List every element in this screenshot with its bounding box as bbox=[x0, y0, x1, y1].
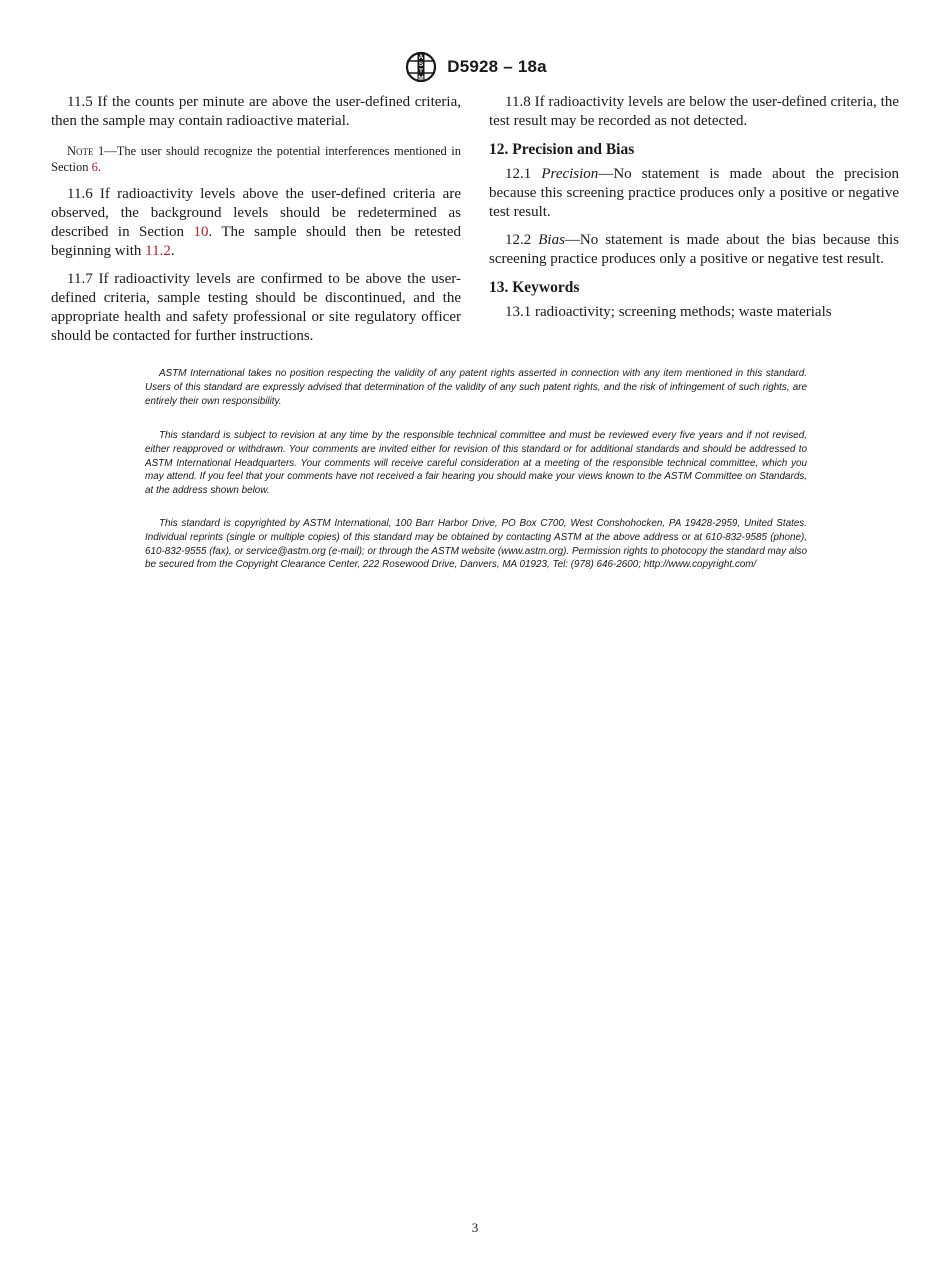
standard-designation: D5928 – 18a bbox=[447, 57, 547, 76]
section-6-link[interactable]: 6 bbox=[91, 160, 98, 174]
section-10-link[interactable]: 10 bbox=[193, 224, 209, 240]
note-text-end: . bbox=[97, 160, 101, 174]
p12-1-text: —No statement is made about the precision because this screening practice produces only a positive or negative test result. bbox=[489, 166, 899, 220]
page-number: 3 bbox=[471, 1220, 479, 1235]
paragraph-12-2 bbox=[489, 231, 899, 269]
p11-6-text-middle: . The sample should then be retested beginning with bbox=[51, 224, 461, 259]
svg-text:S: S bbox=[419, 61, 424, 68]
section-12-heading: 12. Precision and Bias bbox=[489, 141, 635, 158]
note-label: Note 1 bbox=[67, 144, 105, 158]
paragraph-11-6 bbox=[51, 185, 461, 261]
left-column bbox=[51, 93, 461, 355]
note-1 bbox=[51, 143, 461, 175]
paragraph-11-8: 11.8 If radioactivity levels are below the user-defined criteria, the test result may be recorded as not detected. bbox=[489, 94, 899, 129]
svg-text:M: M bbox=[418, 75, 424, 82]
paragraph-13-1: 13.1 radioactivity; screening methods; waste materials bbox=[505, 304, 832, 320]
patent-notice: ASTM International takes no position respecting the validity of any patent rights asserted in connection with any item mentioned in this standard. Users of this standard are expressly advised that determination of the validity of any such patent rights, and the risk of infringement of such rights, are entirely their own responsibility. bbox=[145, 368, 807, 407]
page-header bbox=[0, 50, 950, 84]
section-13-heading: 13. Keywords bbox=[489, 279, 580, 296]
revision-notice: This standard is subject to revision at any time by the responsible technical committee and must be reviewed every five years and if not revised, either reapproved or withdrawn. Your comments are invited either for revision of this standard or for additional standards and should be addressed to ASTM International Headquarters. Your comments will receive careful consideration at a meeting of the responsible technical committee, which you may attend. If you feel that your comments have not received a fair hearing you should make your views known to the ASTM Committee on Standards, at the address shown below. bbox=[145, 430, 807, 497]
p12-2-text: —No statement is made about the bias because this screening practice produces only a positive or negative test result. bbox=[489, 232, 899, 267]
section-11-2-link[interactable]: 11.2 bbox=[145, 243, 171, 259]
note-text: —The user should recognize the potential interferences mentioned in Section bbox=[51, 144, 461, 174]
precision-term: Precision bbox=[541, 166, 599, 182]
p11-6-text-end: . bbox=[170, 243, 175, 259]
p12-1-number: 12.1 bbox=[505, 166, 542, 182]
p11-6-text: 11.6 If radioactivity levels above the user-defined criteria are observed, the background levels should be redetermined as described in Section bbox=[51, 186, 461, 240]
right-column bbox=[489, 93, 899, 331]
svg-text:T: T bbox=[419, 68, 424, 75]
paragraph-11-5: 11.5 If the counts per minute are above the user-defined criteria, then the sample may contain radioactive material. bbox=[51, 94, 461, 129]
astm-logo-icon bbox=[403, 50, 439, 84]
p12-2-number: 12.2 bbox=[505, 232, 539, 248]
paragraph-12-1 bbox=[489, 165, 899, 222]
svg-text:A: A bbox=[418, 54, 424, 61]
paragraph-11-7: 11.7 If radioactivity levels are confirmed to be above the user-defined criteria, sample testing should be discontinued, and the appropriate health and safety professional or site regulatory officer should be contacted for further instructions. bbox=[51, 271, 461, 344]
bias-term: Bias bbox=[538, 232, 565, 248]
copyright-notice: This standard is copyrighted by ASTM International, 100 Barr Harbor Drive, PO Box C700, West Conshohocken, PA 19428-2959, United States. Individual reprints (single or multiple copies) of this standard may be obtained by contacting ASTM at the above address or at 610-832-9585 (phone), 610-832-9555 (fax), or service@astm.org (e-mail); or through the ASTM website (www.astm.org). Permission rights to photocopy the standard may also be secured from the Copyright Clearance Center, 222 Rosewood Drive, Danvers, MA 01923, Tel: (978) 646-2600; http://www.copyright.com/ bbox=[145, 518, 807, 571]
